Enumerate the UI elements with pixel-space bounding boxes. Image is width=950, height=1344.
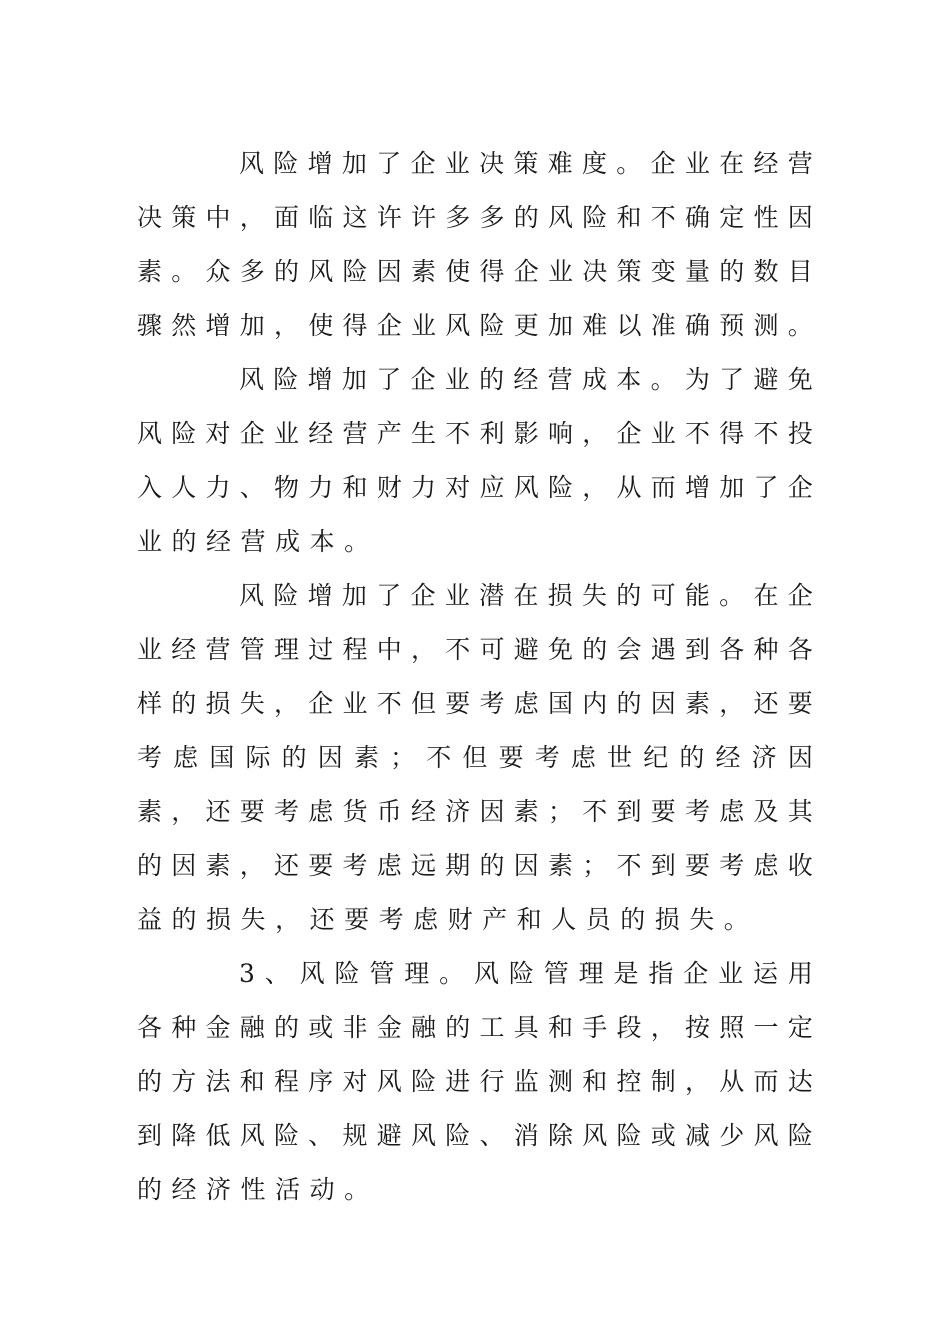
text-line: 风 险 增 加 了 企 业 决 策 难 度 。 企 业 在 经 营: [239, 149, 813, 178]
text-line: 各 种 金 融 的 或 非 金 融 的 工 具 和 手 段 ， 按 照 一 定: [137, 1013, 813, 1042]
text-line: 3 、 风 险 管 理 。 风 险 管 理 是 指 企 业 运 用: [239, 959, 813, 988]
text-line: 业 的 经 营 成 本 。: [137, 527, 370, 556]
text-line: 素 ， 还 要 考 虑 货 币 经 济 因 素 ； 不 到 要 考 虑 及 其: [137, 797, 813, 826]
text-line: 的 经 济 性 活 动 。: [137, 1175, 370, 1204]
text-line: 益 的 损 失 ， 还 要 考 虑 财 产 和 人 员 的 损 失 。: [137, 905, 749, 934]
paragraph: [137, 137, 813, 353]
text-line: 的 因 素 ， 还 要 考 虑 远 期 的 因 素 ； 不 到 要 考 虑 收: [137, 851, 813, 880]
text-line: 素 。 众 多 的 风 险 因 素 使 得 企 业 决 策 变 量 的 数 目: [137, 257, 813, 286]
paragraph: [137, 947, 813, 1217]
text-line: 业 经 营 管 理 过 程 中 ， 不 可 避 免 的 会 遇 到 各 种 各: [137, 635, 813, 664]
text-line: 入 人 力 、 物 力 和 财 力 对 应 风 险 ， 从 而 增 加 了 企: [137, 473, 813, 502]
text-line: 到 降 低 风 险 、 规 避 风 险 、 消 除 风 险 或 减 少 风 险: [137, 1121, 813, 1150]
text-line: 的 方 法 和 程 序 对 风 险 进 行 监 测 和 控 制 ， 从 而 达: [137, 1067, 813, 1096]
text-line: 风 险 对 企 业 经 营 产 生 不 利 影 响 ， 企 业 不 得 不 投: [137, 419, 813, 448]
document-body: [137, 137, 813, 1217]
text-line: 风 险 增 加 了 企 业 的 经 营 成 本 。 为 了 避 免: [239, 365, 813, 394]
paragraph: [137, 353, 813, 569]
paragraph: [137, 569, 813, 947]
text-line: 决 策 中 ， 面 临 这 许 许 多 多 的 风 险 和 不 确 定 性 因: [137, 203, 813, 232]
text-line: 考 虑 国 际 的 因 素 ； 不 但 要 考 虑 世 纪 的 经 济 因: [137, 743, 813, 772]
text-line: 样 的 损 失 ， 企 业 不 但 要 考 虑 国 内 的 因 素 ， 还 要: [137, 689, 813, 718]
text-line: 骤 然 增 加 ， 使 得 企 业 风 险 更 加 难 以 准 确 预 测 。: [137, 311, 813, 340]
text-line: 风 险 增 加 了 企 业 潜 在 损 失 的 可 能 。 在 企: [239, 581, 813, 610]
